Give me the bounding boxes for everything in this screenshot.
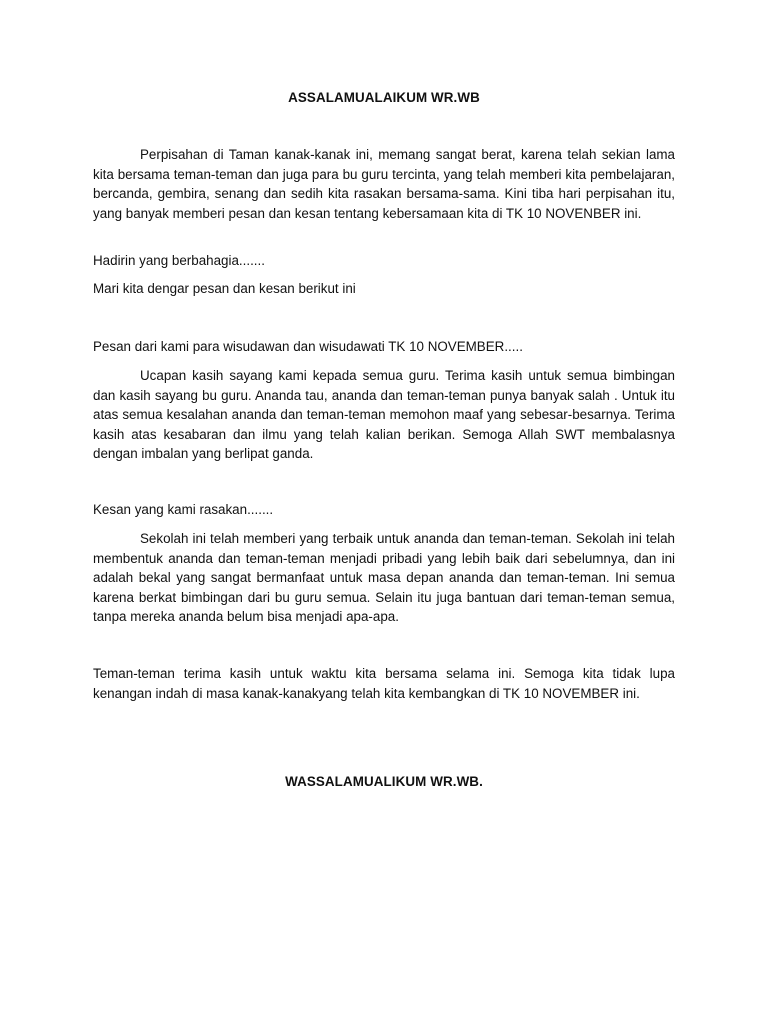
kesan-heading: Kesan yang kami rasakan....... — [93, 502, 274, 517]
invitation-line: Mari kita dengar pesan dan kesan berikut ini — [93, 281, 356, 296]
closing-paragraph: Teman-teman terima kasih untuk waktu kita bersama selama ini. Semoga kita tidak lupa kenangan indah di masa kanak-kanakyang telah kita kembangkan di TK 10 NOVEMBER ini. — [93, 666, 675, 701]
kesan-paragraph: Sekolah ini telah memberi yang terbaik untuk ananda dan teman-teman. Sekolah ini telah membentuk ananda dan teman-teman menjadi pribadi yang lebih baik dari sebelumnya, dan ini adalah bekal yang sangat bermanfaat untuk masa depan ananda dan teman-teman. Ini semua karena berkat bimbingan dari bu guru semua. Selain itu juga bantuan dari teman-teman semua, tanpa mereka ananda belum bisa menjadi apa-apa. — [93, 531, 675, 624]
intro-paragraph: Perpisahan di Taman kanak-kanak ini, memang sangat berat, karena telah sekian lama kita bersama teman-teman dan juga para bu guru tercinta, yang telah memberi kita pembelajaran, bercanda, gembira, senang dan sedih kita rasakan bersama-sama. Kini tiba hari perpisahan itu, yang banyak memberi pesan dan kesan tentang kebersamaan kita di TK 10 NOVENBER ini. — [93, 147, 675, 221]
closing-greeting-heading: WASSALAMUALIKUM WR.WB. — [285, 774, 483, 789]
opening-greeting-heading: ASSALAMUALAIKUM WR.WB — [288, 90, 480, 105]
greeting-line: Hadirin yang berbahagia....... — [93, 253, 265, 268]
pesan-paragraph: Ucapan kasih sayang kami kepada semua guru. Terima kasih untuk semua bimbingan dan kasih sayang bu guru. Ananda tau, ananda dan teman-teman punya banyak salah . Untuk itu atas semua kesalahan ananda dan teman-teman memohon maaf yang sebesar-besarnya. Terima kasih atas kesabaran dan ilmu yang telah kalian berikan. Semoga Allah SWT membalasnya dengan imbalan yang berlipat ganda. — [93, 368, 675, 461]
pesan-heading: Pesan dari kami para wisudawan dan wisudawati TK 10 NOVEMBER..... — [93, 339, 523, 354]
